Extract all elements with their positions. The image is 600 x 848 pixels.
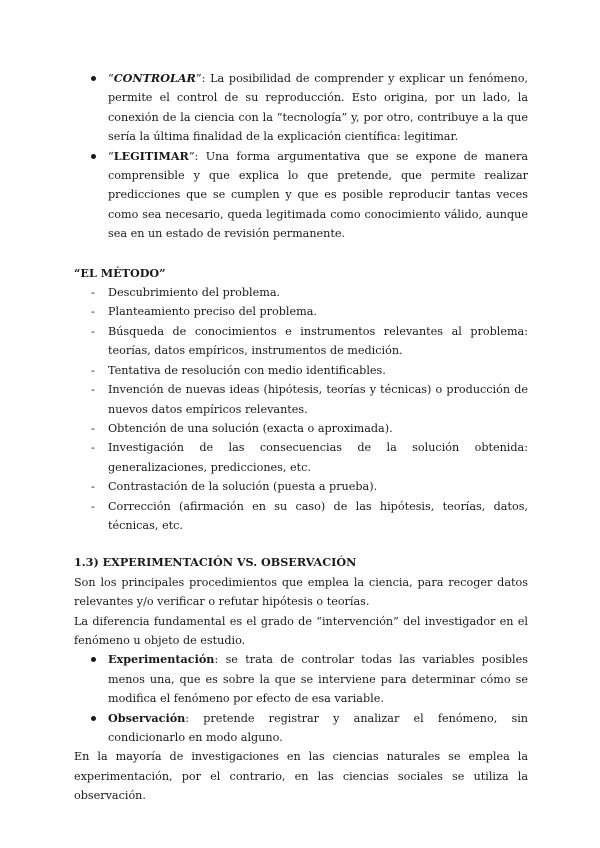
term-observacion: Observación (108, 710, 186, 725)
method-step: - Investigación de las consecuencias de la solución obtenida: generalizaciones, predicciones, etc. (74, 438, 528, 477)
method-step: - Obtención de una solución (exacta o aproximada). (74, 419, 528, 438)
section-paragraph-1: Son los principales procedimientos que emplea la ciencia, para recoger datos relevantes y/o verificar o refutar hipótesis o teorías. (74, 575, 528, 609)
method-step: - Contrastación de la solución (puesta a prueba). (74, 477, 528, 496)
bullet-observacion (74, 709, 528, 748)
method-heading: “EL MÉTODO” (74, 265, 166, 280)
bullet-legitimar: “LEGITIMAR”: Una forma argumentativa que se expone de manera comprensible y que explica lo que pretende, que permite realizar predicciones que se cumplen y que es posible reproducir tantas veces como sea necesario, queda legitimada como conocimiento válido, aunque sea en un estado de revisión permanente. (74, 147, 528, 244)
text-legitimar: : Una forma argumentativa que se expone de manera comprensible y que explica lo que pretende, que permite realizar predicciones que se cumplen y que es posible reproducir tantas veces como sea necesario, queda legitimada como conocimiento válido, aunque sea en un estado de revisión permanente. (108, 149, 528, 241)
spacer (74, 535, 528, 553)
text-observacion: : pretende registrar y analizar el fenómeno, sin condicionarlo en modo alguno. (108, 711, 528, 744)
spacer (74, 244, 528, 264)
method-step: - Invención de nuevas ideas (hipótesis, teorías y técnicas) o producción de nuevos datos empíricos relevantes. (74, 380, 528, 419)
term-legitimar: LEGITIMAR (113, 148, 189, 163)
section-heading: 1.3) EXPERIMENTACIÓN VS. OBSERVACIÓN (74, 555, 357, 570)
method-step: - Planteamiento preciso del problema. (74, 302, 528, 321)
method-step: - Corrección (afirmación en su caso) de las hipótesis, teorías, datos, técnicas, etc. (74, 497, 528, 536)
method-step: - Búsqueda de conocimientos e instrumentos relevantes al problema: teorías, datos empíricos, instrumentos de medición. (74, 322, 528, 361)
method-step: - Descubrimiento del problema. (74, 283, 528, 302)
method-step: - Tentativa de resolución con medio identificables. (74, 361, 528, 380)
text-experimentacion: : se trata de controlar todas las variables posibles menos una, que es sobre la que se interviene para determinar cómo se modifica el fenómeno por efecto de esa variable. (108, 653, 528, 706)
section-paragraph-2: La diferencia fundamental es el grado de “intervención” del investigador en el fenómeno u objeto de estudio. (74, 614, 528, 647)
bullet-controlar: “CONTROLAR”: La posibilidad de comprender y explicar un fenómeno, permite el control de su reproducción. Esto origina, por un lado, la conexión de la ciencia con la “tecnología” y, por otro, contribuye a la que sería la última finalidad de la explicación científica: legitimar. (74, 69, 528, 147)
page-content (74, 69, 528, 806)
term-controlar: CONTROLAR (113, 71, 196, 85)
bullet-experimentacion (74, 650, 528, 708)
text-controlar: : La posibilidad de comprender y explicar un fenómeno, permite el control de su reproducción. Esto origina, por un lado, la conexión de la ciencia con la “tecnología” y, por otro, contribuye a la que sería la última finalidad de la explicación científica: legitimar. (108, 72, 528, 144)
term-experimentacion: Experimentación (108, 652, 215, 667)
closing-paragraph: En la mayoría de investigaciones en las ciencias naturales se emplea la experimentación, por el contrario, en las ciencias sociales se utiliza la observación. (74, 750, 528, 803)
